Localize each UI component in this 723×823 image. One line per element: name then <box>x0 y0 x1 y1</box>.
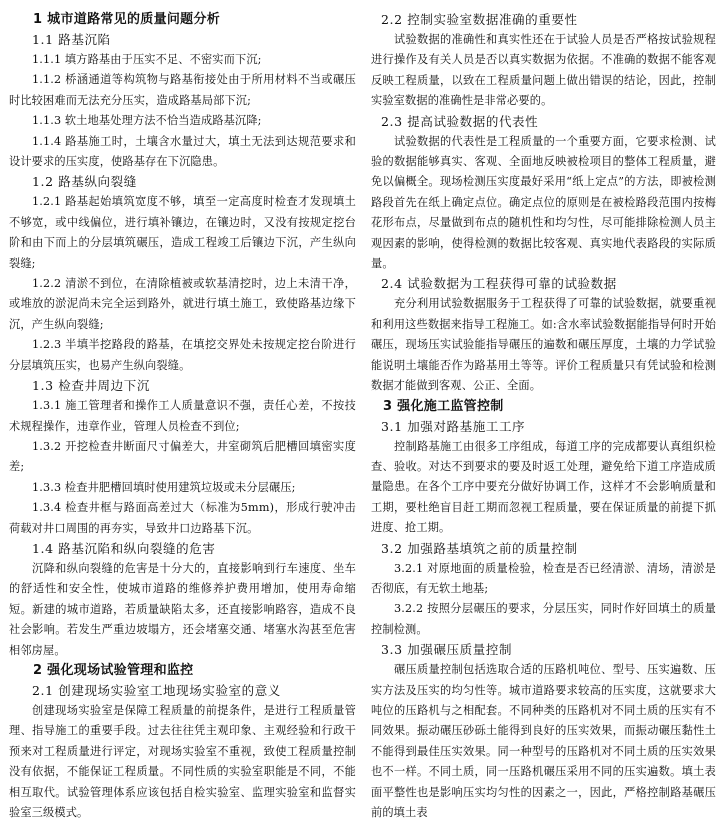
paragraph: 1.3.3 检查井肥槽回填时使用建筑垃圾或未分层碾压; <box>32 480 296 494</box>
subsection-heading: 3.2 加强路基填筑之前的质量控制 <box>381 540 578 556</box>
subsection-heading: 3.3 加强碾压质量控制 <box>381 642 513 658</box>
paragraph: 试验数据的代表性是工程质量的一个重要方面，它要求检测、试验的数据能够真实、客观、全面地反映被检项目的整体工程质量，避免以偏概全。现场检测压实度最好采用“纸上定点”的方法，即被检测路段首先在纸上确定点位。确定点位的原则是在被检路段范围内按梅花形布点，尽量做到布点的随机性和均匀性，尽可能排除检测人员主观因素的影响，使得检测的数据比较客观、真实地代表路段的实际质量。 <box>371 134 716 271</box>
paragraph: 沉降和纵向裂缝的危害是十分大的，直接影响到行车速度、坐车的舒适性和安全性，使城市道路的维修养护费用增加，使用寿命缩短。新建的城市道路，若质量缺陷太多，还直接影响路容，造成不良社会影响。若发生严重边坡塌方，还会堵塞交通、堵塞水沟甚至危害相邻房屋。 <box>9 561 356 657</box>
paragraph: 1.3.2 开挖检查井断面尺寸偏差大，井室砌筑后肥槽回填密实度差; <box>9 439 356 474</box>
subsection-heading: 2.4 试验数据为工程获得可靠的试验数据 <box>381 276 617 292</box>
paragraph: 1.2.2 清淤不到位，在清除植被或软基清挖时，边上未清干净，或堆放的淤泥尚未完全运到路外，就进行填土施工，致使路基边缘下沉，产生纵向裂缝; <box>9 277 356 331</box>
section-heading: 3 强化施工监管控制 <box>383 398 504 414</box>
subsection-heading: 2.3 提高试验数据的代表性 <box>381 113 539 129</box>
paragraph: 1.2.1 路基起始填筑宽度不够，填至一定高度时检查才发现填土不够宽，或中线偏位，进行填补镶边，在镶边时，又没有按规定挖台阶和由下而上的分层填筑碾压，造成工程竣工后镶边下沉，产生纵向裂缝; <box>9 195 356 270</box>
paragraph: 1.3.1 施工管理者和操作工人质量意识不强，责任心差，不按技术规程操作，违章作业，管理人员检查不到位; <box>9 399 356 433</box>
paragraph: 1.1.3 软土地基处理方法不恰当造成路基沉降; <box>32 114 262 128</box>
left-column <box>9 10 356 823</box>
subsection-heading: 2.2 控制实验室数据准确的重要性 <box>381 12 578 27</box>
paragraph: 碾压质量控制包括选取合适的压路机吨位、型号、压实遍数、压实方法及压实的均匀性等。城市道路要求较高的压实度，这就要求大吨位的压路机与之相配套。不同种类的压路机对不同土质的压实有不同效果。振动碾压砂砾土能得到良好的压实效果，而振动碾压黏性土不能得到最佳压实效果。同一种型号的压路机对不同土质的压实效果也不一样。不同土质，同一压路机碾压采用不同的压实遍数。填土表面平整性也是影响压实均匀性的因素之一，因此，严格控制路基碾压前的填土表 <box>371 663 716 819</box>
paragraph: 试验数据的准确性和真实性还在于试验人员是否严格按试验规程进行操作及有关人员是否以真实数据为依据。不准确的数据不能客观反映工程质量，以致在工程质量问题上做出错误的结论，因此，控制实验室数据的准确性是非常必要的。 <box>371 33 716 108</box>
paragraph: 1.2.3 半填半挖路段的路基，在填挖交界处未按规定挖台阶进行分层填筑压实，也易产生纵向裂缝。 <box>9 338 356 372</box>
paragraph: 控制路基施工由很多工序组成，每道工序的完成都要认真组织检查、验收。对达不到要求的要及时返工处理，避免给下道工序造成质量隐患。在各个工序中要充分做好协调工作，这样才不会影响质量和工期，要杜绝盲目赶工期而忽视工程质量，要在保证质量的前提下抓进度、抢工期。 <box>371 439 716 535</box>
paragraph: 充分利用试验数据服务于工程获得了可靠的试验数据，就要重视和利用这些数据来指导工程施工。如:含水率试验数据能指导何时开始碾压，现场压实试验能指导碾压的遍数和碾压厚度，土壤的力学试验能说明土壤能否作为路基用土等等。评价工程质量只有凭试验和检测数据才能做到客观、公正、全面。 <box>371 297 716 393</box>
right-column <box>371 10 716 823</box>
subsection-heading: 1.1 路基沉陷 <box>32 32 111 47</box>
subsection-heading: 3.1 加强对路基施工工序 <box>381 418 526 434</box>
paragraph: 1.3.4 检查井框与路面高差过大（标准为5mm)，形成行驶冲击荷载对井口周围的再夯实，导致井口边路基下沉。 <box>9 501 356 535</box>
paragraph: 1.1.4 路基施工时，土壤含水量过大，填土无法到达规范要求和设计要求的压实度，使路基存在下沉隐患。 <box>9 134 356 169</box>
subsection-heading: 1.4 路基沉陷和纵向裂缝的危害 <box>32 540 216 556</box>
section-heading: 2 强化现场试验管理和监控 <box>33 662 194 678</box>
paragraph: 3.2.2 按照分层碾压的要求，分层压实，同时作好回填土的质量控制检测。 <box>371 602 716 636</box>
paragraph: 创建现场实验室是保障工程质量的前提条件，是进行工程质量管理、指导施工的重要手段。过去往往凭主观印象、主观经验和行政干预来对工程质量进行评定，对现场实验室不重视，致使工程质量控制没有依据，不能保证工程质量。不同性质的实验室职能是不同，不能相互取代。试验管理体系应该包括自检实验室、监理实验室和监督实验室三级模式。 <box>9 703 356 819</box>
paragraph: 3.2.1 对原地面的质量检验，检查是否已经清淤、清场，清淤是否彻底，有无软土地基; <box>371 561 716 595</box>
subsection-heading: 1.3 检查井周边下沉 <box>32 378 150 394</box>
paragraph: 1.1.1 填方路基由于压实不足、不密实而下沉; <box>32 53 262 66</box>
section-heading: 1 城市道路常见的质量问题分析 <box>33 12 221 27</box>
subsection-heading: 2.1 创建现场实验室工地现场实验室的意义 <box>32 682 281 698</box>
paragraph: 1.1.2 桥涵通道等构筑物与路基衔接处由于所用材料不当或碾压时比较困难而无法充分压实，造成路基局部下沉; <box>9 73 356 107</box>
subsection-heading: 1.2 路基纵向裂缝 <box>32 174 137 190</box>
